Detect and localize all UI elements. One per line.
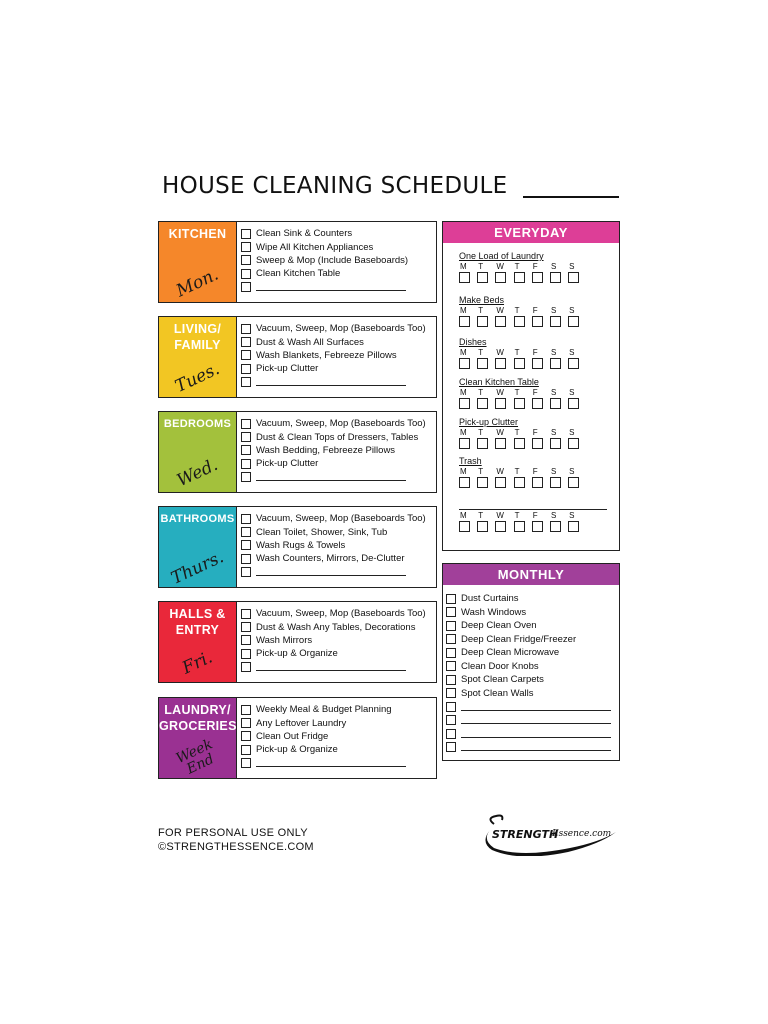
task-item <box>241 362 436 375</box>
weekday-letter: S <box>550 428 557 437</box>
task-checkbox[interactable] <box>241 269 251 279</box>
room-row <box>158 411 437 493</box>
monthly-item <box>446 687 619 701</box>
day-name: Tues. <box>172 359 223 397</box>
task-checkbox[interactable] <box>241 527 251 537</box>
task-checkbox[interactable] <box>241 705 251 715</box>
weekday-checkbox[interactable] <box>568 358 579 369</box>
weekday-checkbox[interactable] <box>550 521 561 532</box>
weekday-checkbox[interactable] <box>514 477 525 488</box>
task-item <box>241 254 436 267</box>
task-blank-line <box>256 568 406 576</box>
room-day-block <box>159 412 236 492</box>
monthly-item <box>446 592 619 606</box>
weekday-checkbox[interactable] <box>550 358 561 369</box>
monthly-item-label: Deep Clean Microwave <box>461 647 560 659</box>
weekday-letter: T <box>514 306 520 315</box>
day-name: Wed. <box>174 454 221 492</box>
task-label: Pick-up & Organize <box>256 744 338 756</box>
weekday-letters <box>459 511 599 521</box>
weekday-letter: T <box>478 262 484 271</box>
monthly-item <box>446 606 619 620</box>
weekday-letter: S <box>569 467 575 476</box>
weekday-checkbox[interactable] <box>477 358 488 369</box>
monthly-blank-line <box>461 743 611 751</box>
weekday-letters <box>459 428 599 438</box>
task-item <box>241 647 436 660</box>
weekday-checkbox[interactable] <box>550 272 561 283</box>
weekday-letter: F <box>532 262 538 271</box>
monthly-checkbox[interactable] <box>446 702 456 712</box>
task-item <box>241 430 436 443</box>
monthly-checkbox[interactable] <box>446 661 456 671</box>
weekday-checkbox[interactable] <box>495 358 506 369</box>
task-checkbox[interactable] <box>241 377 251 387</box>
task-checkbox[interactable] <box>241 609 251 619</box>
monthly-checkbox[interactable] <box>446 742 456 752</box>
task-item <box>241 349 436 362</box>
weekday-letter: S <box>569 428 575 437</box>
weekday-checkbox[interactable] <box>495 316 506 327</box>
task-list <box>236 602 436 682</box>
everyday-item <box>459 377 599 409</box>
weekday-letter: M <box>460 348 467 357</box>
monthly-item <box>446 633 619 647</box>
weekday-checkboxes <box>459 398 599 409</box>
task-checkbox[interactable] <box>241 472 251 482</box>
weekday-letter: M <box>460 262 467 271</box>
weekday-letter: S <box>569 511 575 520</box>
task-item <box>241 566 436 579</box>
task-label: Vacuum, Sweep, Mop (Baseboards Too) <box>256 513 426 525</box>
task-blank-line <box>256 378 406 386</box>
weekday-letter: M <box>460 467 467 476</box>
weekday-checkbox[interactable] <box>568 272 579 283</box>
task-label: Wash Bedding, Febreeze Pillows <box>256 444 396 456</box>
task-checkbox[interactable] <box>241 282 251 292</box>
task-label: Clean Kitchen Table <box>256 268 341 280</box>
monthly-item-label: Clean Door Knobs <box>461 660 539 672</box>
weekday-letter: S <box>550 388 557 397</box>
task-label: Wash Mirrors <box>256 634 313 646</box>
task-item <box>241 322 436 335</box>
monthly-item <box>446 714 619 728</box>
task-label: Dust & Wash Any Tables, Decorations <box>256 621 416 633</box>
weekday-letters <box>459 467 599 477</box>
monthly-item <box>446 741 619 755</box>
weekday-checkbox[interactable] <box>568 521 579 532</box>
task-checkbox[interactable] <box>241 731 251 741</box>
room-name: LAUNDRY/ GROCERIES <box>159 703 237 733</box>
strength-essence-logo <box>480 810 620 856</box>
task-checkbox[interactable] <box>241 567 251 577</box>
monthly-checkbox[interactable] <box>446 621 456 631</box>
task-checkbox[interactable] <box>241 445 251 455</box>
everyday-panel <box>442 221 620 551</box>
weekday-letter: W <box>496 511 504 520</box>
weekday-checkbox[interactable] <box>459 521 470 532</box>
monthly-checkbox[interactable] <box>446 729 456 739</box>
weekday-checkbox[interactable] <box>477 316 488 327</box>
monthly-checkbox[interactable] <box>446 594 456 604</box>
everyday-item <box>459 456 599 488</box>
task-item <box>241 417 436 430</box>
footer <box>158 826 314 854</box>
task-label: Vacuum, Sweep, Mop (Baseboards Too) <box>256 608 426 620</box>
monthly-checkbox[interactable] <box>446 648 456 658</box>
room-row <box>158 316 437 398</box>
task-label: Clean Sink & Counters <box>256 228 353 240</box>
room-row <box>158 506 437 588</box>
weekday-checkboxes <box>459 477 599 488</box>
everyday-item-label: Trash <box>459 456 482 466</box>
task-checkbox[interactable] <box>241 364 251 374</box>
task-label: Vacuum, Sweep, Mop (Baseboards Too) <box>256 418 426 430</box>
task-blank-line <box>256 663 406 671</box>
task-label: Clean Out Fridge <box>256 730 329 742</box>
task-item <box>241 512 436 525</box>
monthly-checkbox[interactable] <box>446 715 456 725</box>
weekday-letter: F <box>532 467 538 476</box>
task-checkbox[interactable] <box>241 554 251 564</box>
weekday-checkbox[interactable] <box>514 316 525 327</box>
task-label: Wash Blankets, Febreeze Pillows <box>256 349 397 361</box>
task-checkbox[interactable] <box>241 419 251 429</box>
room-name: KITCHEN <box>168 227 227 241</box>
monthly-item <box>446 700 619 714</box>
task-checkbox[interactable] <box>241 745 251 755</box>
weekday-checkbox[interactable] <box>495 272 506 283</box>
everyday-heading: EVERYDAY <box>443 222 619 243</box>
weekday-checkbox[interactable] <box>477 477 488 488</box>
page-title: HOUSE CLEANING SCHEDULE <box>162 173 508 199</box>
monthly-item <box>446 619 619 633</box>
task-item <box>241 539 436 552</box>
weekday-letter: W <box>496 348 504 357</box>
weekday-letter: M <box>460 511 467 520</box>
weekday-letter: T <box>514 348 520 357</box>
task-item <box>241 227 436 240</box>
weekday-letter: F <box>532 388 538 397</box>
weekday-checkbox[interactable] <box>532 398 543 409</box>
weekday-letter: T <box>478 388 484 397</box>
svg-text:STRENGTH: STRENGTH <box>492 828 559 841</box>
weekday-checkbox[interactable] <box>459 477 470 488</box>
monthly-item <box>446 646 619 660</box>
task-label: Dust & Wash All Surfaces <box>256 336 364 348</box>
task-label: Pick-up Clutter <box>256 458 319 470</box>
weekday-letter: S <box>569 306 575 315</box>
weekday-checkboxes <box>459 358 599 369</box>
title-blank-line <box>523 196 619 198</box>
weekday-checkbox[interactable] <box>532 521 543 532</box>
everyday-item <box>459 417 599 449</box>
monthly-checkbox[interactable] <box>446 607 456 617</box>
weekday-checkbox[interactable] <box>568 398 579 409</box>
weekday-letter: S <box>550 511 557 520</box>
task-item <box>241 757 436 770</box>
weekday-checkbox[interactable] <box>459 316 470 327</box>
weekday-letter: S <box>550 262 557 271</box>
weekday-checkbox[interactable] <box>495 521 506 532</box>
task-list <box>236 507 436 587</box>
room-name: BATHROOMS <box>160 513 235 525</box>
everyday-item-label: Dishes <box>459 337 487 347</box>
footer-copyright: ©STRENGTHESSENCE.COM <box>158 841 314 853</box>
monthly-list <box>443 585 619 760</box>
room-day-block <box>159 602 236 682</box>
task-list <box>236 698 436 778</box>
monthly-item-label: Dust Curtains <box>461 593 519 605</box>
weekday-checkboxes <box>459 316 599 327</box>
weekday-letter: S <box>569 262 575 271</box>
weekday-letters <box>459 388 599 398</box>
task-label: Wash Rugs & Towels <box>256 539 346 551</box>
room-name: LIVING/ FAMILY <box>173 322 222 352</box>
monthly-checkbox[interactable] <box>446 688 456 698</box>
task-label: Any Leftover Laundry <box>256 717 347 729</box>
monthly-heading: MONTHLY <box>443 564 619 585</box>
weekday-checkbox[interactable] <box>477 438 488 449</box>
task-checkbox[interactable] <box>241 718 251 728</box>
task-item <box>241 281 436 294</box>
weekday-checkbox[interactable] <box>568 477 579 488</box>
everyday-list <box>443 243 619 550</box>
weekday-letter: T <box>478 306 484 315</box>
weekday-checkbox[interactable] <box>568 316 579 327</box>
task-item <box>241 607 436 620</box>
weekday-checkbox[interactable] <box>514 358 525 369</box>
weekday-letter: M <box>460 306 467 315</box>
monthly-item-label: Spot Clean Carpets <box>461 674 544 686</box>
everyday-item-label: Pick-up Clutter <box>459 417 519 427</box>
task-checkbox[interactable] <box>241 514 251 524</box>
weekday-letter: T <box>514 467 520 476</box>
monthly-item-label: Deep Clean Fridge/Freezer <box>461 633 577 645</box>
task-list <box>236 412 436 492</box>
weekday-checkbox[interactable] <box>532 438 543 449</box>
room-name: BEDROOMS <box>163 418 232 430</box>
weekday-letters <box>459 262 599 272</box>
day-name: Fri. <box>179 647 216 679</box>
everyday-item-label: Make Beds <box>459 295 505 305</box>
task-label: Wash Counters, Mirrors, De-Clutter <box>256 553 405 565</box>
weekday-checkbox[interactable] <box>568 438 579 449</box>
task-label: Clean Toilet, Shower, Sink, Tub <box>256 526 388 538</box>
monthly-item-label: Spot Clean Walls <box>461 687 534 699</box>
weekday-letter: T <box>478 511 484 520</box>
everyday-blank-line <box>459 509 607 510</box>
weekday-letter: S <box>550 467 557 476</box>
task-item <box>241 240 436 253</box>
task-checkbox[interactable] <box>241 540 251 550</box>
weekday-letter: T <box>478 348 484 357</box>
weekday-checkbox[interactable] <box>550 438 561 449</box>
task-item <box>241 716 436 729</box>
weekday-checkbox[interactable] <box>514 272 525 283</box>
weekday-letter: S <box>569 348 575 357</box>
svg-text:Essence.com: Essence.com <box>552 829 612 839</box>
task-label: Vacuum, Sweep, Mop (Baseboards Too) <box>256 323 426 335</box>
weekday-checkbox[interactable] <box>459 398 470 409</box>
task-item <box>241 471 436 484</box>
task-label: Pick-up Clutter <box>256 363 319 375</box>
weekday-checkbox[interactable] <box>532 316 543 327</box>
weekday-checkbox[interactable] <box>550 316 561 327</box>
weekday-letter: T <box>514 388 520 397</box>
monthly-checkbox[interactable] <box>446 675 456 685</box>
task-blank-line <box>256 283 406 291</box>
weekday-letter: T <box>514 428 520 437</box>
everyday-item <box>459 337 599 369</box>
day-name: Week End <box>173 736 217 778</box>
task-list <box>236 317 436 397</box>
room-row <box>158 697 437 779</box>
weekday-checkbox[interactable] <box>495 438 506 449</box>
weekday-letter: S <box>550 306 557 315</box>
task-item <box>241 457 436 470</box>
task-checkbox[interactable] <box>241 337 251 347</box>
task-item <box>241 552 436 565</box>
weekday-letter: F <box>532 428 538 437</box>
task-item <box>241 525 436 538</box>
weekday-letter: W <box>496 262 504 271</box>
weekday-checkbox[interactable] <box>532 477 543 488</box>
task-item <box>241 267 436 280</box>
task-label: Dust & Clean Tops of Dressers, Tables <box>256 431 419 443</box>
weekday-letter: W <box>496 306 504 315</box>
task-label: Sweep & Mop (Include Baseboards) <box>256 254 409 266</box>
monthly-checkbox[interactable] <box>446 634 456 644</box>
everyday-item-label: One Load of Laundry <box>459 251 544 261</box>
task-checkbox[interactable] <box>241 649 251 659</box>
room-name: HALLS & ENTRY <box>169 607 226 637</box>
weekday-letter: F <box>532 511 538 520</box>
weekday-letter: M <box>460 428 467 437</box>
weekday-checkbox[interactable] <box>477 272 488 283</box>
task-item <box>241 661 436 674</box>
weekday-letters <box>459 306 599 316</box>
weekday-checkbox[interactable] <box>532 272 543 283</box>
monthly-item <box>446 673 619 687</box>
weekday-checkbox[interactable] <box>514 438 525 449</box>
weekday-checkbox[interactable] <box>459 272 470 283</box>
weekday-letter: S <box>550 348 557 357</box>
weekday-checkbox[interactable] <box>495 477 506 488</box>
task-item <box>241 743 436 756</box>
weekday-letter: T <box>514 262 520 271</box>
weekday-letter: M <box>460 388 467 397</box>
task-item <box>241 620 436 633</box>
weekday-checkbox[interactable] <box>532 358 543 369</box>
weekday-checkbox[interactable] <box>550 398 561 409</box>
weekday-checkboxes <box>459 521 599 532</box>
room-day-block <box>159 698 236 778</box>
room-day-block <box>159 507 236 587</box>
weekday-letter: T <box>514 511 520 520</box>
weekday-checkboxes <box>459 272 599 283</box>
everyday-item <box>459 295 599 327</box>
everyday-blank-item <box>459 511 599 532</box>
weekday-checkbox[interactable] <box>459 438 470 449</box>
monthly-item <box>446 660 619 674</box>
weekday-letter: W <box>496 428 504 437</box>
task-label: Weekly Meal & Budget Planning <box>256 704 392 716</box>
monthly-panel <box>442 563 620 761</box>
weekday-checkbox[interactable] <box>495 398 506 409</box>
task-item <box>241 444 436 457</box>
task-checkbox[interactable] <box>241 229 251 239</box>
task-item <box>241 634 436 647</box>
weekday-checkbox[interactable] <box>514 398 525 409</box>
task-blank-line <box>256 759 406 767</box>
room-row <box>158 601 437 683</box>
weekday-checkbox[interactable] <box>477 398 488 409</box>
room-row <box>158 221 437 303</box>
task-checkbox[interactable] <box>241 635 251 645</box>
room-day-block <box>159 222 236 302</box>
weekday-checkbox[interactable] <box>477 521 488 532</box>
weekday-checkbox[interactable] <box>550 477 561 488</box>
footer-notice: FOR PERSONAL USE ONLY <box>158 827 308 839</box>
task-checkbox[interactable] <box>241 350 251 360</box>
task-checkbox[interactable] <box>241 242 251 252</box>
weekday-letters <box>459 348 599 358</box>
everyday-item-label: Clean Kitchen Table <box>459 377 539 387</box>
monthly-item <box>446 727 619 741</box>
task-label: Wipe All Kitchen Appliances <box>256 241 374 253</box>
monthly-item-label: Wash Windows <box>461 606 527 618</box>
weekday-checkbox[interactable] <box>459 358 470 369</box>
weekday-checkbox[interactable] <box>514 521 525 532</box>
weekday-checkboxes <box>459 438 599 449</box>
task-checkbox[interactable] <box>241 758 251 768</box>
room-day-block <box>159 317 236 397</box>
weekday-letter: W <box>496 388 504 397</box>
task-item <box>241 335 436 348</box>
task-checkbox[interactable] <box>241 432 251 442</box>
task-blank-line <box>256 473 406 481</box>
task-list <box>236 222 436 302</box>
task-checkbox[interactable] <box>241 622 251 632</box>
task-checkbox[interactable] <box>241 662 251 672</box>
task-checkbox[interactable] <box>241 255 251 265</box>
monthly-item-label: Deep Clean Oven <box>461 620 537 632</box>
day-name: Thurs. <box>168 547 227 589</box>
weekday-letter: T <box>478 428 484 437</box>
task-checkbox[interactable] <box>241 459 251 469</box>
weekday-letter: S <box>569 388 575 397</box>
weekday-letter: W <box>496 467 504 476</box>
everyday-item <box>459 251 599 283</box>
monthly-blank-line <box>461 730 611 738</box>
day-name: Mon. <box>173 264 222 302</box>
task-label: Pick-up & Organize <box>256 648 338 660</box>
monthly-blank-line <box>461 703 611 711</box>
task-item <box>241 703 436 716</box>
weekday-letter: F <box>532 306 538 315</box>
task-item <box>241 730 436 743</box>
task-checkbox[interactable] <box>241 324 251 334</box>
task-item <box>241 376 436 389</box>
weekday-letter: F <box>532 348 538 357</box>
monthly-blank-line <box>461 716 611 724</box>
weekday-letter: T <box>478 467 484 476</box>
